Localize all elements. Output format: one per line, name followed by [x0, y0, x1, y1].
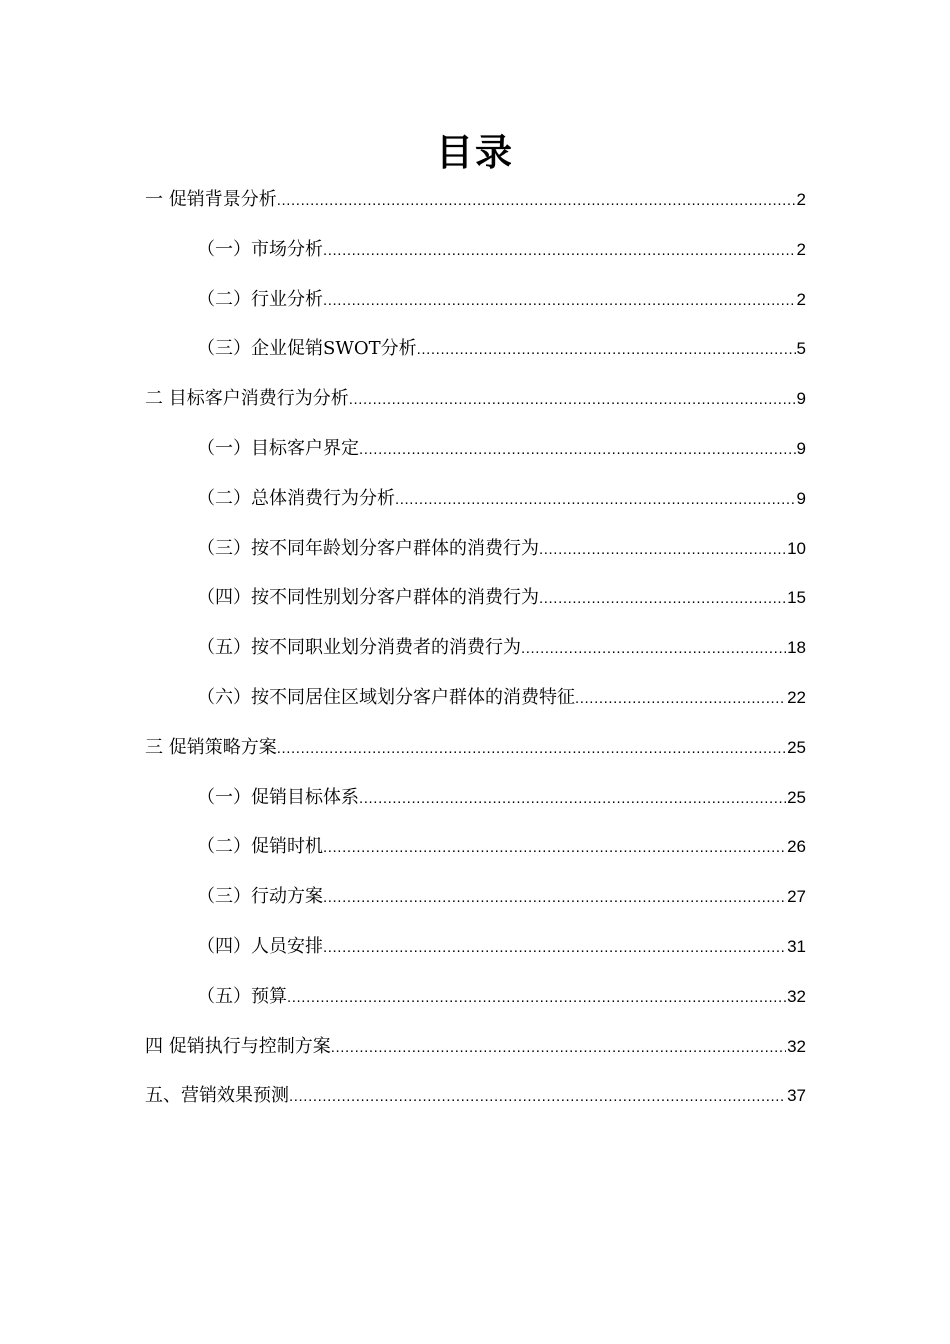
toc-entry[interactable] [145, 1022, 806, 1072]
toc-entry[interactable] [145, 1071, 806, 1121]
toc-dot-leader [539, 574, 786, 624]
toc-entry[interactable] [145, 275, 806, 325]
toc-entry[interactable] [145, 374, 806, 424]
toc-page-number: 9 [796, 488, 806, 508]
toc-entry-label: （二）促销时机 [197, 836, 323, 858]
toc-entry-label: （一）市场分析 [197, 238, 323, 260]
toc-entry-label: 四 促销执行与控制方案 [145, 1035, 331, 1057]
toc-entry[interactable] [145, 573, 806, 623]
toc-entry-label: 二 目标客户消费行为分析 [145, 388, 349, 410]
toc-dot-leader [349, 375, 796, 425]
toc-entry[interactable] [145, 175, 806, 225]
toc-entry[interactable] [145, 972, 806, 1022]
toc-page-number: 18 [787, 638, 806, 658]
toc-entry-label: （四）按不同性别划分客户群体的消费行为 [197, 587, 539, 609]
toc-entry-label: （三）行动方案 [197, 886, 323, 908]
toc-page-number: 2 [796, 289, 806, 309]
toc-dot-leader [323, 226, 796, 276]
toc-entry-label: 三 促销策略方案 [145, 736, 277, 758]
toc-dot-leader [359, 774, 786, 824]
toc-dot-leader [289, 1072, 786, 1122]
toc-entry-label: （二）总体消费行为分析 [197, 487, 395, 509]
toc-dot-leader [539, 525, 786, 575]
toc-page-number: 9 [796, 389, 806, 409]
toc-entry[interactable] [145, 324, 806, 374]
toc-dot-leader [331, 1023, 786, 1073]
toc-entry-label: （四）人员安排 [197, 935, 323, 957]
page-title: 目录 [436, 130, 514, 174]
toc-entry-label: （六）按不同居住区域划分客户群体的消费特征 [197, 686, 575, 708]
toc-dot-leader [575, 674, 786, 724]
toc-entry-label: （三）按不同年龄划分客户群体的消费行为 [197, 537, 539, 559]
toc-page-number: 9 [796, 438, 806, 458]
toc-dot-leader [417, 325, 796, 375]
toc-entry-label: （二）行业分析 [197, 288, 323, 310]
toc-page-number: 27 [787, 887, 806, 907]
toc-dot-leader [395, 475, 796, 525]
toc-entry[interactable] [145, 872, 806, 922]
toc-entry[interactable] [145, 673, 806, 723]
toc-entry[interactable] [145, 623, 806, 673]
toc-dot-leader [287, 973, 786, 1023]
toc-dot-leader [323, 823, 786, 873]
toc-entry[interactable] [145, 524, 806, 574]
toc-page-number: 31 [787, 936, 806, 956]
toc-entry-label: （五）按不同职业划分消费者的消费行为 [197, 637, 521, 659]
toc-entry[interactable] [145, 922, 806, 972]
toc-dot-leader [521, 624, 786, 674]
toc-page-number: 2 [796, 190, 806, 209]
toc-entry-label: （一）促销目标体系 [197, 786, 359, 808]
toc-page-number: 26 [787, 837, 806, 857]
toc-dot-leader [323, 873, 786, 923]
toc-page-number: 25 [787, 787, 806, 807]
toc-page-number: 37 [787, 1086, 806, 1106]
toc-entry-label: （五）预算 [197, 985, 287, 1007]
toc-dot-leader [323, 276, 796, 326]
toc-entry-label: （一）目标客户界定 [197, 437, 359, 459]
toc-entry[interactable] [145, 225, 806, 275]
toc-entry-label: 五、营销效果预测 [145, 1085, 289, 1107]
toc-dot-leader [323, 923, 786, 973]
toc-page-number: 2 [796, 239, 806, 259]
toc-page-number: 32 [787, 986, 806, 1006]
toc-dot-leader [359, 425, 796, 475]
toc-dot-leader [277, 176, 796, 226]
toc-page-number: 32 [787, 1036, 806, 1056]
toc-entry-label: 一 促销背景分析 [145, 189, 277, 210]
toc-page-number: 5 [796, 339, 806, 359]
table-of-contents [145, 175, 806, 1121]
toc-entry[interactable] [145, 723, 806, 773]
toc-entry-label: （三）企业促销SWOT分析 [197, 338, 417, 360]
toc-page-number: 10 [787, 538, 806, 558]
toc-page-number: 15 [787, 588, 806, 608]
toc-entry[interactable] [145, 822, 806, 872]
toc-entry[interactable] [145, 424, 806, 474]
toc-entry[interactable] [145, 474, 806, 524]
toc-dot-leader [277, 724, 786, 774]
toc-page-number: 22 [787, 687, 806, 707]
toc-entry[interactable] [145, 773, 806, 823]
toc-page-number: 25 [787, 737, 806, 757]
